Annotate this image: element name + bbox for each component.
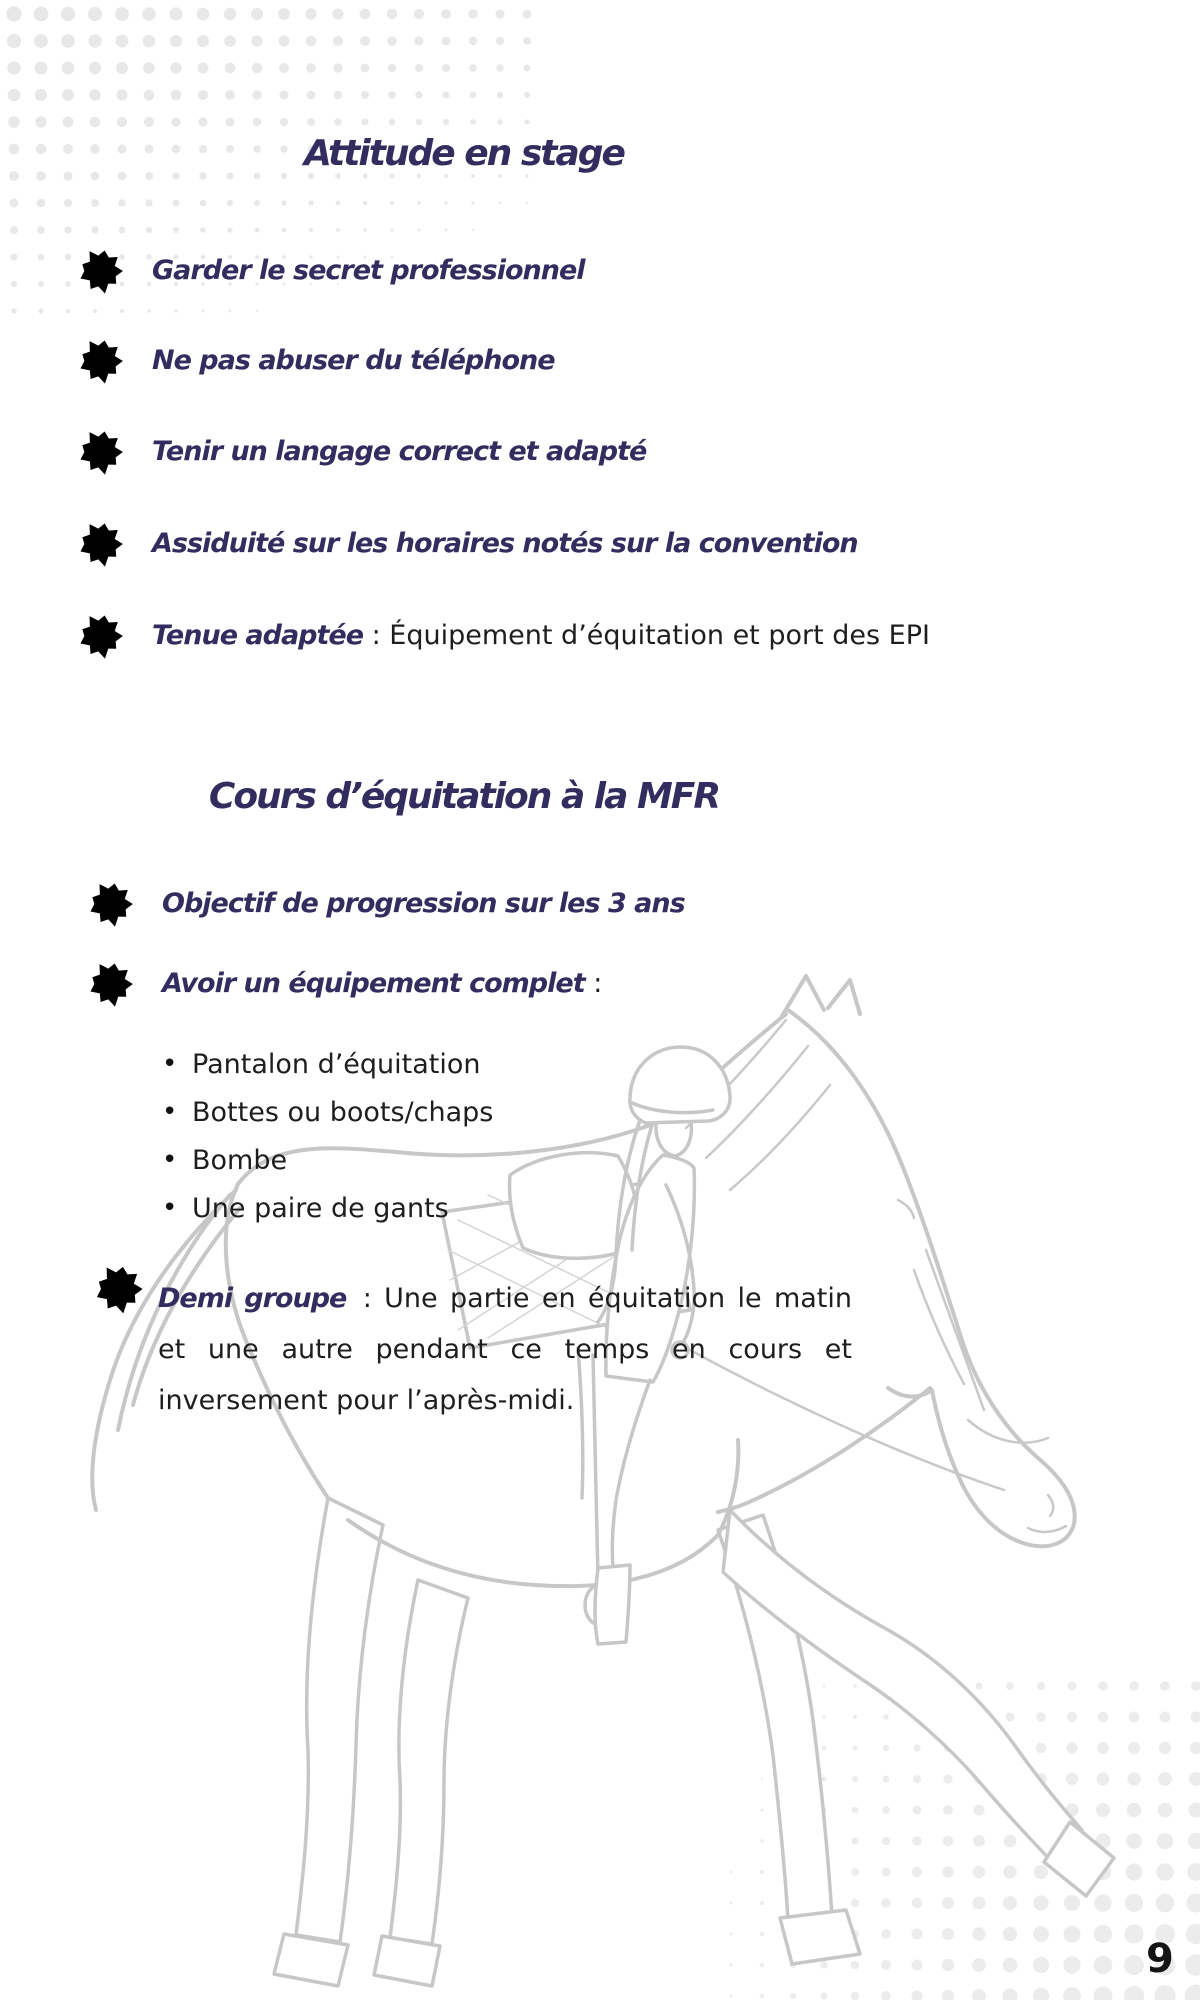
equipment-list bbox=[162, 1040, 493, 1232]
bullet-text: Objectif de progression sur les 3 ans bbox=[162, 888, 685, 920]
ink-splat-icon bbox=[86, 879, 136, 929]
list-item-text: Bombe bbox=[192, 1144, 288, 1176]
ink-splat-icon bbox=[76, 336, 126, 386]
bullet-text: Tenir un langage correct et adapté bbox=[152, 436, 647, 468]
ink-splat-icon bbox=[86, 959, 136, 1009]
paragraph-rest-text: : Une partie en équitation le matin et une autre pendant ce temps en cours et inversement pour l’après-midi. bbox=[158, 1283, 852, 1416]
list-item-text: Une paire de gants bbox=[192, 1192, 449, 1224]
bullet-row-equipement bbox=[86, 959, 602, 1009]
bullet-lead-text: Avoir un équipement complet bbox=[162, 968, 585, 1000]
ink-splat-icon bbox=[92, 1262, 146, 1316]
bullet-row bbox=[76, 336, 555, 386]
bullet-rest-text: : bbox=[584, 968, 603, 1000]
round-dot-icon: • bbox=[162, 1097, 178, 1127]
ink-splat-icon bbox=[76, 611, 126, 661]
bullet-row-tenue bbox=[76, 611, 930, 661]
bullet-text: Ne pas abuser du téléphone bbox=[152, 345, 555, 377]
bullet-row bbox=[76, 519, 858, 569]
ink-splat-icon bbox=[76, 427, 126, 477]
bullet-row bbox=[76, 246, 585, 296]
round-dot-icon: • bbox=[162, 1049, 178, 1079]
list-item-text: Bottes ou boots/chaps bbox=[192, 1096, 494, 1128]
bullet-row bbox=[86, 879, 685, 929]
bullet-text: Assiduité sur les horaires notés sur la convention bbox=[152, 528, 858, 560]
ink-splat-icon bbox=[76, 246, 126, 296]
demi-groupe-paragraph bbox=[158, 1273, 852, 1426]
page-number: 9 bbox=[1146, 1936, 1174, 1982]
section-title-cours: Cours d’équitation à la MFR bbox=[208, 776, 720, 817]
round-dot-icon: • bbox=[162, 1193, 178, 1223]
list-item bbox=[162, 1136, 493, 1184]
bullet-row bbox=[76, 427, 646, 477]
paragraph-lead-text: Demi groupe bbox=[158, 1283, 347, 1314]
bullet-rest-text: : Équipement d’équitation et port des EPI bbox=[363, 620, 930, 652]
list-item bbox=[162, 1088, 493, 1136]
bullet-text bbox=[152, 619, 930, 653]
bullet-lead-text: Tenue adaptée bbox=[152, 620, 364, 652]
list-item bbox=[162, 1040, 493, 1088]
bullet-text: Garder le secret professionnel bbox=[152, 255, 585, 287]
ink-splat-icon bbox=[76, 519, 126, 569]
round-dot-icon: • bbox=[162, 1145, 178, 1175]
section-title-attitude: Attitude en stage bbox=[304, 133, 624, 174]
list-item bbox=[162, 1184, 493, 1232]
list-item-text: Pantalon d’équitation bbox=[192, 1048, 481, 1080]
bullet-text bbox=[162, 967, 602, 1001]
